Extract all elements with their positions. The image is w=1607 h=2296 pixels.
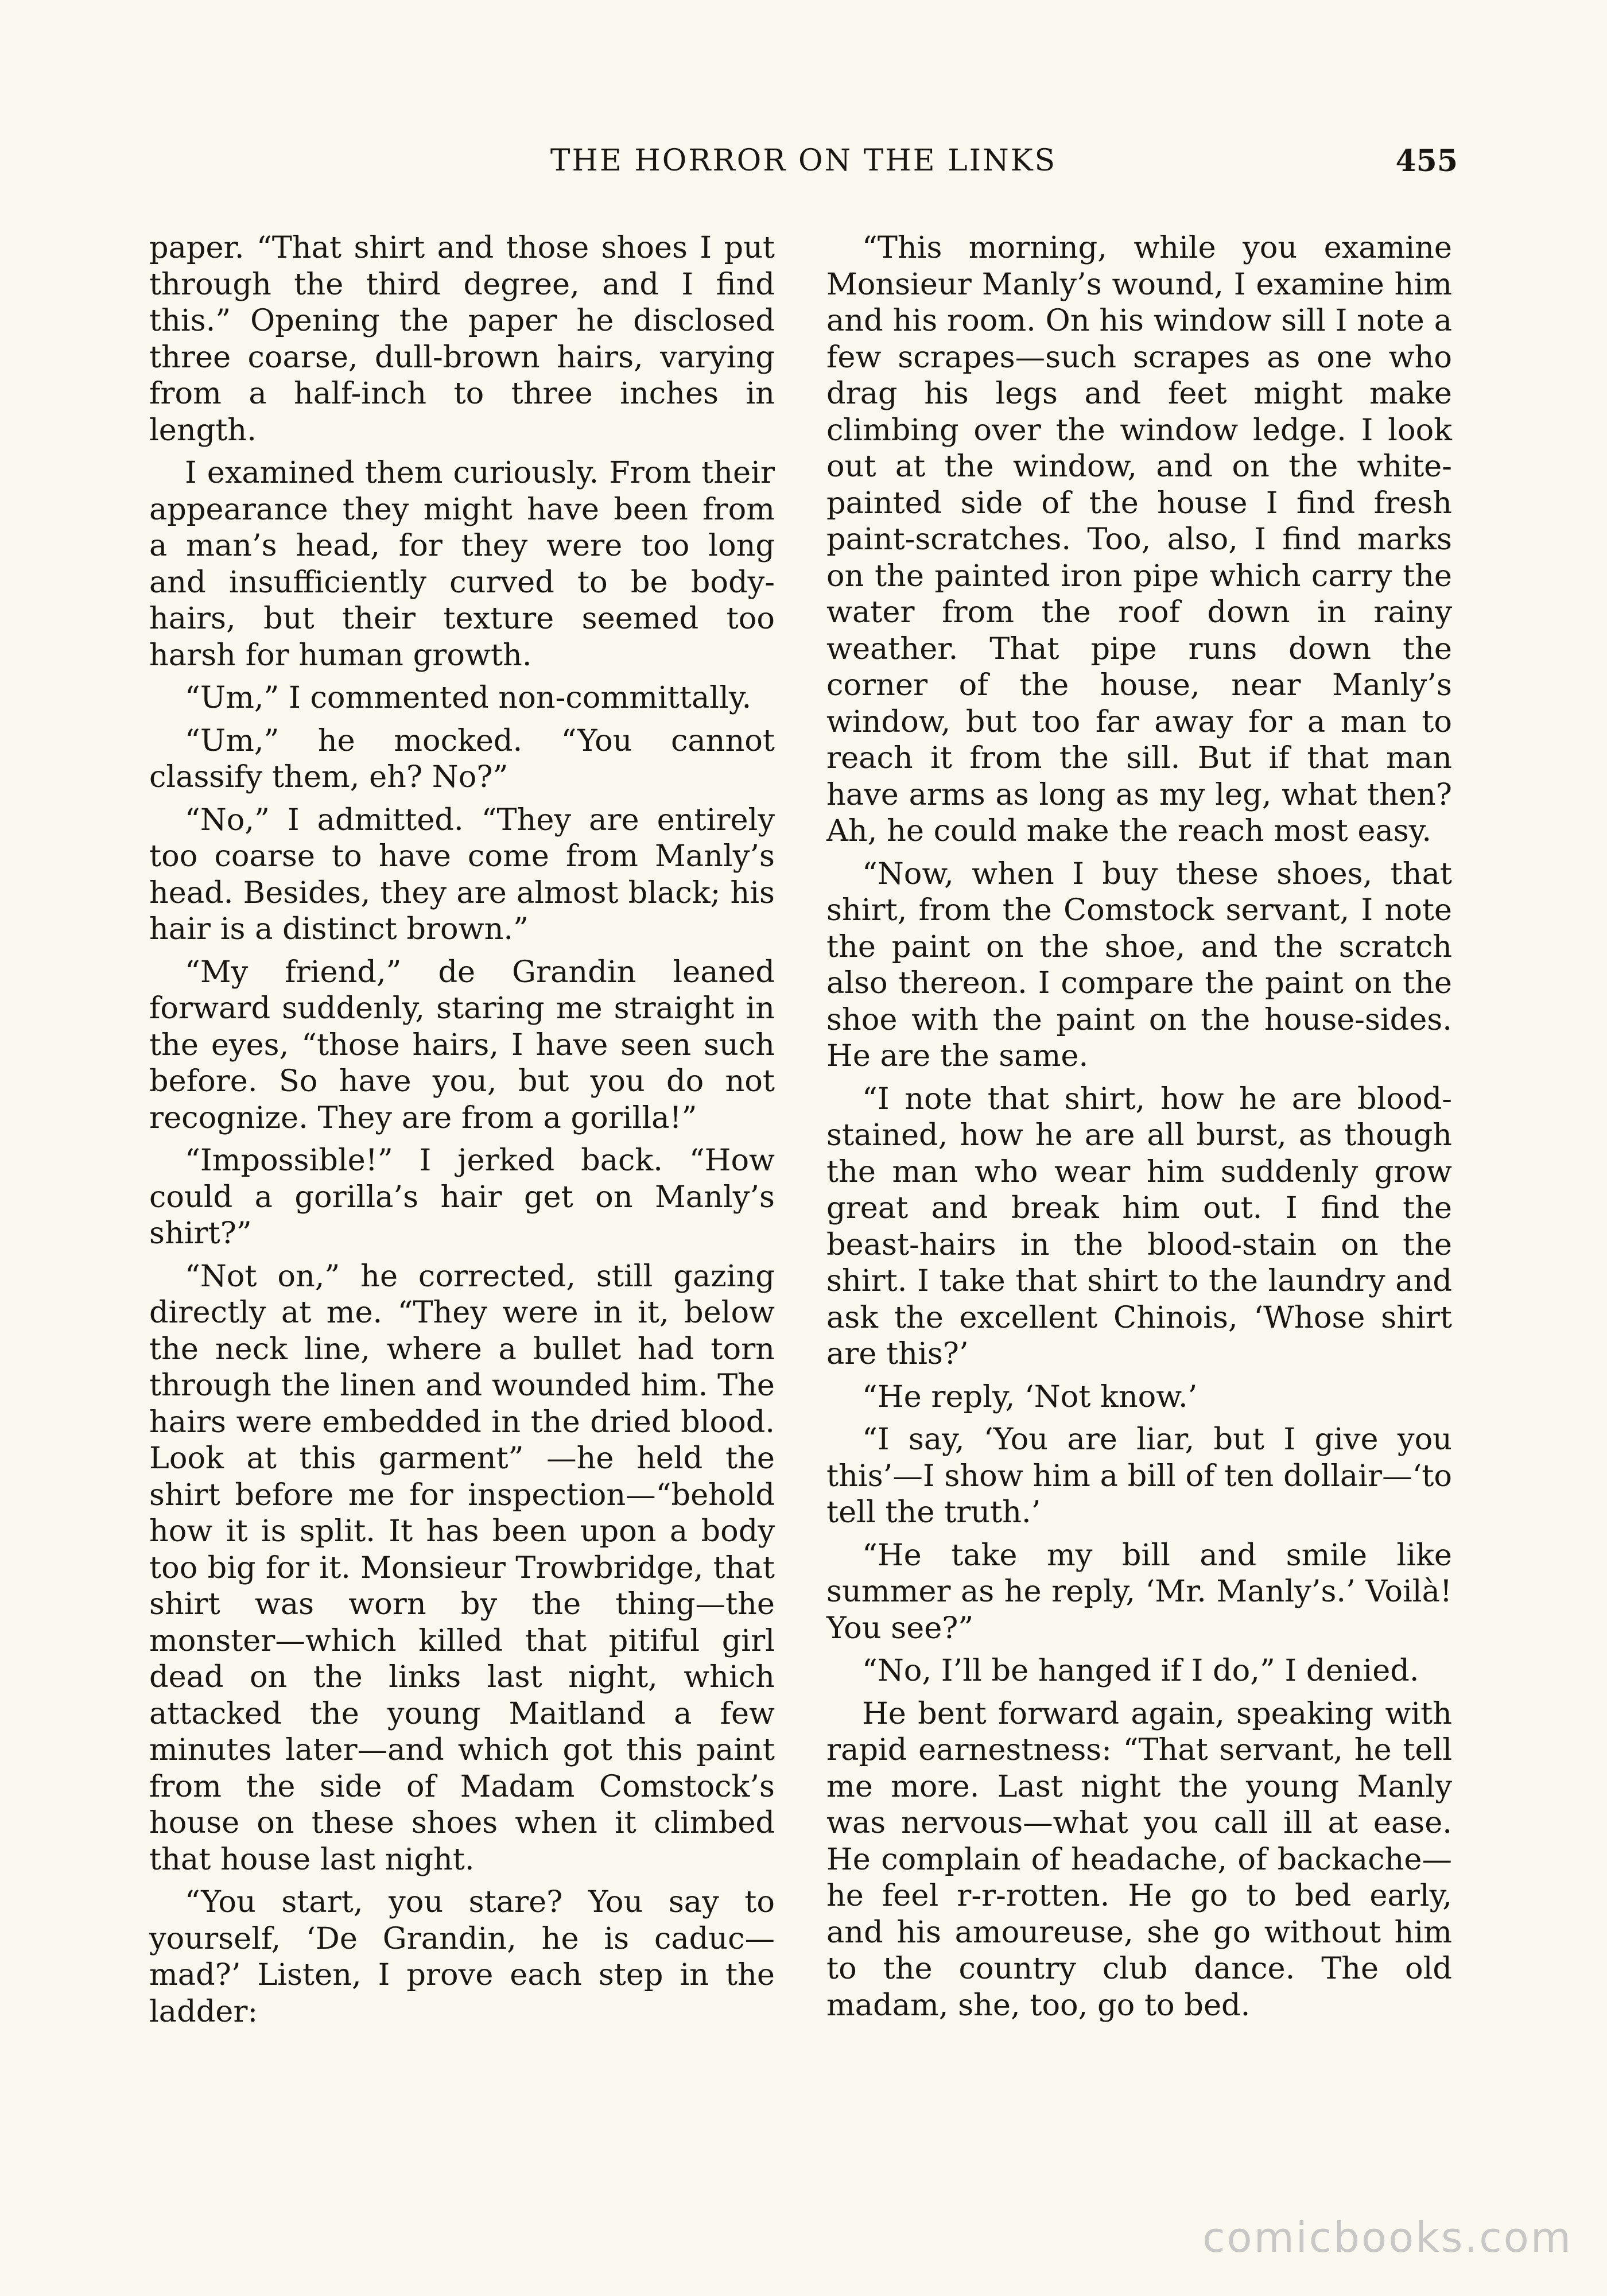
watermark: comicbooks.com: [1202, 2213, 1573, 2262]
paragraph: “You start, you stare? You say to yourself, ‘De Grandin, he is caduc—mad?’ Listen, I prove each step in the ladder:: [149, 1884, 775, 2029]
paragraph: “He reply, ‘Not know.’: [862, 1379, 1198, 1414]
page-header: [149, 144, 1458, 189]
paragraph: “This morning, while you examine Monsieur Manly’s wound, I examine him and his room. On his window sill I note a few scrapes—such scrapes as one who drag his legs and feet might make climbing over the window ledge. I look out at the window, and on the white-painted side of the house I find fresh paint-scratches. Too, also, I find marks on the painted iron pipe which carry the water from the roof down in rainy weather. That pipe runs down the corner of the house, near Manly’s window, but too far away for a man to reach it from the sill. But if that man have arms as long as my leg, what then? Ah, he could make the reach most easy.: [826, 230, 1452, 848]
paragraph: “Not on,” he corrected, still gazing directly at me. “They were in it, below the neck line, where a bullet had torn through the linen and wounded him. The hairs were embedded in the dried blood. Look at this garment” —he held the shirt before me for inspection—“behold how it is split. It has been upon a body too big for it. Monsieur Trowbridge, that shirt was worn by the thing—the monster—which killed that pitiful girl dead on the links last night, which attacked the young Maitland a few minutes later—and which got this paint from the side of Madam Comstock’s house on these shoes when it climbed that house last night.: [149, 1258, 775, 1877]
page-number: 455: [1395, 144, 1458, 179]
paragraph: “Impossible!” I jerked back. “How could a gorilla’s hair get on Manly’s shirt?”: [149, 1143, 775, 1251]
paragraph: I examined them curiously. From their appearance they might have been from a man’s head, for they were too long and insufficiently curved to be body-hairs, but their texture seemed too harsh for human growth.: [149, 455, 775, 673]
paragraph: “I say, ‘You are liar, but I give you this’—I show him a bill of ten dollair—‘to tell the truth.’: [826, 1422, 1452, 1530]
running-title: THE HORROR ON THE LINKS: [550, 144, 1057, 178]
right-column: [826, 230, 1452, 2030]
paragraph: “Um,” I commented non-committally.: [185, 680, 752, 715]
paragraph: “No,” I admitted. “They are entirely too coarse to have come from Manly’s head. Besides, they are almost black; his hair is a distinct brown.”: [149, 802, 775, 947]
left-column: [149, 230, 775, 2036]
paragraph: “I note that shirt, how he are blood-stained, how he are all burst, as though the man who wear him suddenly grow great and break him out. I find the beast-hairs in the blood-stain on the shirt. I take that shirt to the laundry and ask the excellent Chinois, ‘Whose shirt are this?’: [826, 1081, 1452, 1371]
paragraph: “My friend,” de Grandin leaned forward suddenly, staring me straight in the eyes, “those hairs, I have seen such before. So have you, but you do not recognize. They are from a gorilla!”: [149, 954, 775, 1135]
paragraph: He bent forward again, speaking with rapid earnestness: “That servant, he tell me more. Last night the young Manly was nervous—what you call ill at ease. He complain of headache, of backache—he feel r-r-rotten. He go to bed early, and his amoureuse, she go without him to the country club dance. The old madam, she, too, go to bed.: [826, 1696, 1452, 2023]
paragraph: “He take my bill and smile like summer as he reply, ‘Mr. Manly’s.’ Voilà! You see?”: [826, 1537, 1452, 1646]
paragraph: paper. “That shirt and those shoes I put through the third degree, and I find this.” Opening the paper he disclosed three coarse, dull-brown hairs, varying from a half-inch to three inches in length.: [149, 230, 775, 448]
paragraph: “Now, when I buy these shoes, that shirt, from the Comstock servant, I note the paint on the shoe, and the scratch also thereon. I compare the paint on the shoe with the paint on the house-sides. He are the same.: [826, 856, 1452, 1073]
paragraph: “Um,” he mocked. “You cannot classify them, eh? No?”: [149, 723, 775, 794]
paragraph: “No, I’ll be hanged if I do,” I denied.: [862, 1653, 1419, 1688]
